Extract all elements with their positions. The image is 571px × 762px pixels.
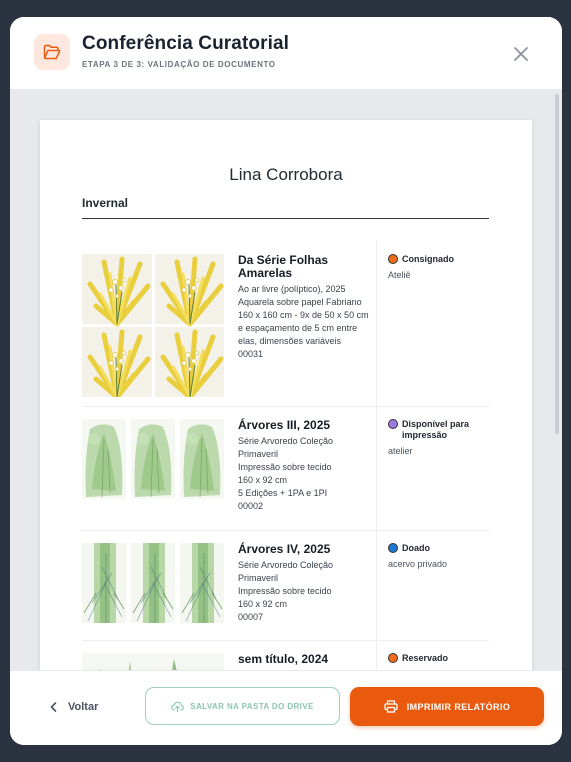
artwork-detail: 160 x 92 cm <box>238 599 288 609</box>
back-button[interactable] <box>48 701 98 713</box>
column-divider <box>376 641 377 670</box>
artwork-title: Da Série Folhas Amarelas <box>238 253 329 280</box>
close-icon <box>514 47 528 61</box>
artwork-image <box>82 419 224 504</box>
save-to-drive-label: SALVAR NA PASTA DO DRIVE <box>190 701 314 711</box>
document-preview-area[interactable] <box>10 90 562 670</box>
status-dot-icon <box>388 543 398 553</box>
status-text: Reservado <box>402 653 449 663</box>
status-text: Disponível para impressão <box>402 419 470 440</box>
scrollbar[interactable] <box>555 94 559 434</box>
artwork-row <box>82 407 489 531</box>
modal-header <box>10 17 562 90</box>
status-badge <box>388 419 488 441</box>
artwork-row <box>82 531 489 641</box>
series-title: Invernal <box>82 196 129 210</box>
printer-icon <box>384 700 398 713</box>
artwork-detail: Impressão sobre tecido <box>238 586 332 596</box>
folder-open-icon <box>34 34 70 70</box>
artwork-detail: Aquarela sobre papel Fabriano <box>238 297 362 307</box>
column-divider <box>376 531 377 640</box>
print-report-label: IMPRIMIR RELATÓRIO <box>406 701 511 712</box>
status-badge <box>388 254 488 265</box>
artwork-detail: 160 x 160 cm - 9x de 50 x 50 cm e espaçamento de 5 cm entre elas, dimensões variáveis <box>238 310 369 346</box>
artwork-detail: 5 Edições + 1PA e 1PI <box>238 488 328 498</box>
series-divider <box>82 218 489 219</box>
artwork-location: Ateliê <box>388 270 411 280</box>
status-badge <box>388 543 488 554</box>
step-subtitle: ETAPA 3 DE 3: VALIDAÇÃO DE DOCUMENTO <box>82 60 276 69</box>
back-label: Voltar <box>68 701 99 713</box>
artwork-image <box>82 653 224 670</box>
cloud-upload-icon <box>171 701 184 712</box>
artwork-code: 00007 <box>238 612 264 622</box>
column-divider <box>376 407 377 530</box>
page-title: Conferência Curatorial <box>82 33 290 54</box>
artwork-image <box>82 254 224 402</box>
artwork-detail: Ao ar livre (políptico), 2025 <box>238 284 346 294</box>
close-button[interactable] <box>510 43 532 65</box>
artwork-code: 00002 <box>238 501 264 511</box>
artwork-row <box>82 641 489 670</box>
artwork-detail: Impressão sobre tecido <box>238 462 332 472</box>
status-text: Doado <box>402 543 430 553</box>
curatorial-modal <box>10 17 562 745</box>
artwork-detail: 160 x 92 cm <box>238 475 288 485</box>
artwork-title: Árvores IV, 2025 <box>238 542 331 556</box>
chevron-left-icon <box>48 701 60 713</box>
print-report-button[interactable] <box>350 687 544 726</box>
artwork-location: acervo privado <box>388 559 448 569</box>
artwork-detail: Série Arvoredo Coleção Primaveril <box>238 560 334 583</box>
status-dot-icon <box>388 254 398 264</box>
report-document <box>40 120 532 670</box>
modal-footer <box>10 670 562 745</box>
artwork-title: Árvores III, 2025 <box>238 418 331 432</box>
status-dot-icon <box>388 653 398 663</box>
status-badge <box>388 653 488 664</box>
artwork-code: 00031 <box>238 349 264 359</box>
artwork-row <box>82 240 489 407</box>
artwork-location: atelier <box>388 446 413 456</box>
artwork-image <box>82 543 224 628</box>
artwork-title: sem título, 2024 <box>238 652 329 666</box>
status-text: Consignado <box>402 254 454 264</box>
column-divider <box>376 240 377 406</box>
save-to-drive-button[interactable] <box>145 687 340 725</box>
artist-name: Lina Corrobora <box>229 165 343 184</box>
artwork-detail: Série Arvoredo Coleção Primaveril <box>238 436 334 459</box>
status-dot-icon <box>388 419 398 429</box>
